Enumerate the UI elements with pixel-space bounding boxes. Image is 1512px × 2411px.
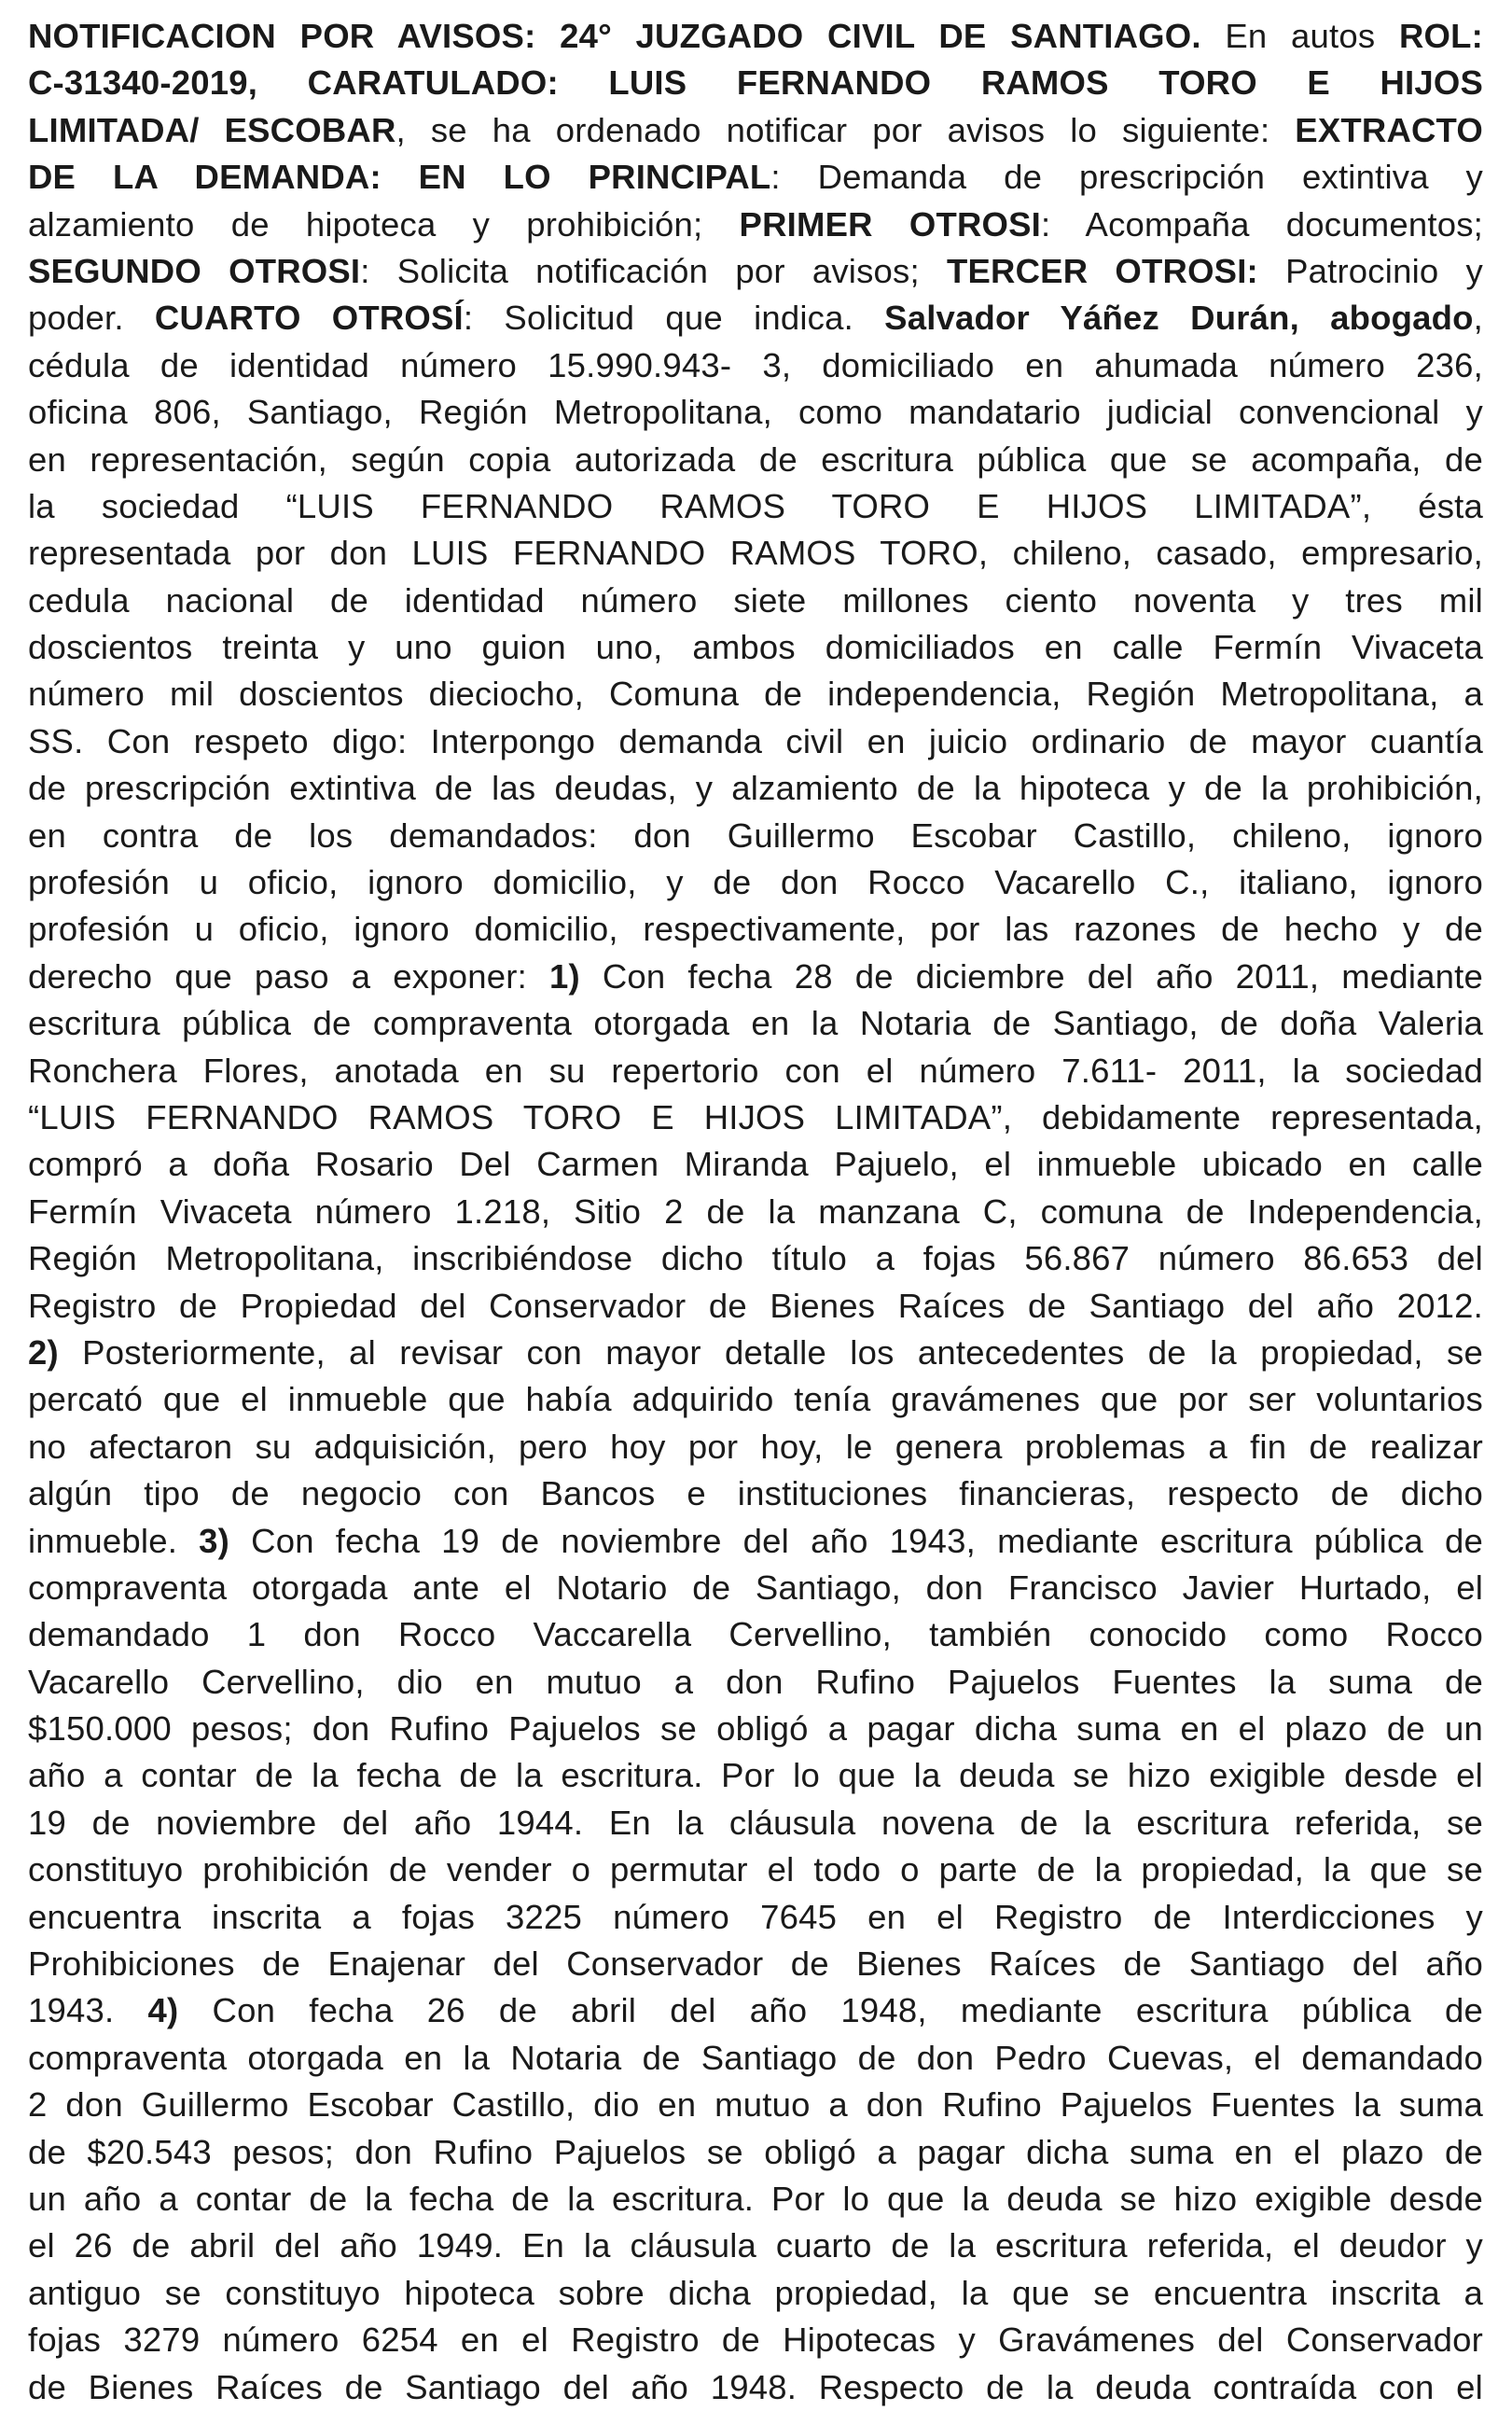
text-line: [28, 248, 1483, 295]
text-run: representada por don LUIS FERNANDO RAMOS TORO, chileno, casado, empresario,: [28, 534, 1483, 573]
bold-text-run: PRIMER OTROSI: [739, 204, 1042, 244]
text-run: cédula de identidad número 15.990.943- 3, domiciliado en ahumada número 236,: [28, 345, 1483, 384]
text-line: [28, 1048, 1483, 1094]
text-run: la sociedad “LUIS FERNANDO RAMOS TORO E HIJOS LIMITADA”, ésta: [28, 486, 1483, 525]
text-line: [28, 342, 1483, 389]
text-run: compró a doña Rosario Del Carmen Miranda Pajuelo, el inmueble ubicado en calle: [28, 1145, 1483, 1184]
text-run: profesión u oficio, ignoro domicilio, y de don Rocco Vacarello C., italiano, ignoro: [28, 863, 1483, 902]
text-run: Registro de Propiedad del Conservador de Bienes Raíces de Santiago del año 2012.: [28, 1286, 1483, 1325]
text-line: [28, 859, 1483, 906]
text-line: [28, 1941, 1483, 1987]
text-line: [28, 624, 1483, 671]
bold-text-run: C-31340-2019, CARATULADO: LUIS FERNANDO RAMOS TORO E HIJOS: [28, 63, 1483, 103]
text-run: Con fecha 19 de noviembre del año 1943, mediante escritura pública de: [229, 1521, 1483, 1560]
text-run: de $20.543 pesos; don Rufino Pajuelos se obligó a pagar dicha suma en el plazo de: [28, 2132, 1483, 2171]
text-run: Prohibiciones de Enajenar del Conservador de Bienes Raíces de Santiago del año: [28, 1944, 1483, 1984]
text-line: [28, 954, 1483, 1000]
notice-body-text: [28, 13, 1483, 2411]
text-run: demandado 1 don Rocco Vaccarella Cervellino, también conocido como Rocco: [28, 1615, 1483, 1654]
text-line: [28, 202, 1483, 248]
bold-text-run: EXTRACTO: [1295, 110, 1483, 149]
text-run: doscientos treinta y uno guion uno, ambos domiciliados en calle Fermín Vivaceta: [28, 628, 1483, 667]
bold-text-run: 2): [28, 1332, 59, 1372]
text-line: [28, 2035, 1483, 2082]
text-line: [28, 1611, 1483, 1658]
text-line: [28, 154, 1483, 201]
text-run: 1943.: [28, 1991, 148, 2030]
text-run: un año a contar de la fecha de la escritura. Por lo que la deuda se hizo exigible desde: [28, 2179, 1483, 2218]
text-run: Con fecha 28 de diciembre del año 2011, mediante: [579, 956, 1483, 996]
text-run: de prescripción extintiva de las deudas, y alzamiento de la hipoteca y de la prohibición,: [28, 769, 1483, 808]
text-run: encuentra inscrita a fojas 3225 número 7645 en el Registro de Interdicciones y: [28, 1897, 1483, 1936]
text-run: constituyo prohibición de vender o permutar el todo o parte de la propiedad, la que se: [28, 1850, 1483, 1889]
text-run: año a contar de la fecha de la escritura. Por lo que la deuda se hizo exigible desde el: [28, 1756, 1483, 1795]
text-line: [28, 1094, 1483, 1141]
text-line: [28, 389, 1483, 436]
text-run: : Solicitud que indica.: [463, 299, 885, 338]
text-run: SS. Con respeto digo: Interpongo demanda civil en juicio ordinario de mayor cuantía: [28, 721, 1483, 760]
text-line: [28, 1424, 1483, 1470]
text-line: [28, 2317, 1483, 2363]
text-run: en representación, según copia autorizada de escritura pública que se acompaña, de: [28, 439, 1483, 479]
text-line: [28, 483, 1483, 530]
text-run: escritura pública de compraventa otorgada en la Notaria de Santiago, de doña Valeria: [28, 1004, 1483, 1043]
text-run: fojas 3279 número 6254 en el Registro de Hipotecas y Gravámenes del Conservador: [28, 2320, 1483, 2360]
text-line: [28, 1894, 1483, 1941]
text-line: [28, 906, 1483, 953]
legal-notice-document: [28, 13, 1484, 2406]
text-run: antiguo se constituyo hipoteca sobre dicha propiedad, la que se encuentra inscrita a: [28, 2273, 1483, 2312]
bold-text-run: 4): [147, 1991, 179, 2030]
text-run: , se ha ordenado notificar por avisos lo siguiente:: [395, 110, 1296, 149]
text-line: [28, 813, 1483, 859]
text-line: [28, 1752, 1483, 1799]
text-run: Región Metropolitana, inscribiéndose dicho título a fojas 56.867 número 86.653 del: [28, 1239, 1483, 1278]
bold-text-run: CUARTO OTROSÍ: [154, 299, 464, 338]
text-line: [28, 295, 1483, 341]
text-run: cedula nacional de identidad número siete millones ciento noventa y tres mil: [28, 580, 1483, 620]
text-run: “LUIS FERNANDO RAMOS TORO E HIJOS LIMITADA”, debidamente representada,: [28, 1097, 1483, 1136]
text-line: [28, 1189, 1483, 1235]
text-run: Fermín Vivaceta número 1.218, Sitio 2 de la manzana C, comuna de Independencia,: [28, 1192, 1483, 1231]
bold-text-run: Salvador Yáñez Durán, abogado: [884, 299, 1474, 338]
text-run: compraventa otorgada ante el Notario de Santiago, don Francisco Javier Hurtado, el: [28, 1568, 1483, 1607]
text-run: alzamiento de hipoteca y prohibición;: [28, 204, 740, 244]
text-line: [28, 60, 1483, 106]
text-run: Vacarello Cervellino, dio en mutuo a don Rufino Pajuelos Fuentes la suma de: [28, 1662, 1483, 1701]
text-run: inmueble.: [28, 1521, 200, 1560]
text-run: oficina 806, Santiago, Región Metropolitana, como mandatario judicial convencional y: [28, 393, 1483, 432]
text-line: [28, 1987, 1483, 2034]
text-line: [28, 1376, 1483, 1423]
text-run: Posteriormente, al revisar con mayor detalle los antecedentes de la propiedad, se: [58, 1332, 1483, 1372]
text-line: [28, 1800, 1483, 1847]
bold-text-run: TERCER OTROSI:: [947, 251, 1258, 290]
text-line: [28, 1847, 1483, 1893]
text-line: [28, 765, 1483, 812]
bold-text-run: NOTIFICACION POR AVISOS: 24° JUZGADO CIVIL DE SANTIAGO.: [28, 17, 1201, 55]
text-run: En autos: [1200, 17, 1399, 55]
text-line: [28, 1141, 1483, 1188]
text-run: : Solicita notificación por avisos;: [360, 251, 947, 290]
text-run: Patrocinio y: [1257, 251, 1483, 290]
text-line: [28, 2223, 1483, 2269]
text-run: ,: [1473, 299, 1483, 338]
text-run: percató que el inmueble que había adquirido tenía gravámenes que por ser voluntarios: [28, 1380, 1483, 1419]
text-line: [28, 1235, 1483, 1282]
text-run: de Bienes Raíces de Santiago del año 1948. Respecto de la deuda contraída con el: [28, 2367, 1483, 2406]
text-line: [28, 530, 1483, 577]
text-line: [28, 718, 1483, 765]
text-run: profesión u oficio, ignoro domicilio, respectivamente, por las razones de hecho y de: [28, 910, 1483, 949]
text-run: derecho que paso a exponer:: [28, 956, 549, 996]
text-run: compraventa otorgada en la Notaria de Santiago de don Pedro Cuevas, el demandado: [28, 2038, 1483, 2077]
text-run: número mil doscientos dieciocho, Comuna de independencia, Región Metropolitana, a: [28, 675, 1483, 714]
text-run: 19 de noviembre del año 1944. En la cláusula novena de la escritura referida, se: [28, 1803, 1483, 1842]
text-line: [28, 1565, 1483, 1611]
text-line: [28, 1000, 1483, 1047]
text-line: [28, 13, 1483, 60]
text-run: poder.: [28, 299, 155, 338]
bold-text-run: 1): [548, 956, 580, 996]
text-line: [28, 1706, 1483, 1752]
text-line: [28, 2364, 1483, 2411]
text-line: [28, 1330, 1483, 1376]
text-line: [28, 1470, 1483, 1517]
text-line: [28, 437, 1483, 483]
bold-text-run: DE LA DEMANDA: EN LO PRINCIPAL: [28, 158, 771, 197]
bold-text-run: ROL:: [1398, 17, 1483, 55]
text-line: [28, 578, 1483, 624]
text-run: $150.000 pesos; don Rufino Pajuelos se obligó a pagar dicha suma en el plazo de un: [28, 1709, 1483, 1749]
text-run: Ronchera Flores, anotada en su repertorio con el número 7.611- 2011, la sociedad: [28, 1051, 1483, 1090]
text-run: algún tipo de negocio con Bancos e instituciones financieras, respecto de dicho: [28, 1474, 1483, 1513]
text-run: : Acompaña documentos;: [1041, 204, 1483, 244]
text-line: [28, 107, 1483, 154]
bold-text-run: 3): [199, 1521, 230, 1560]
text-run: : Demanda de prescripción extintiva y: [770, 158, 1484, 197]
text-run: 2 don Guillermo Escobar Castillo, dio en mutuo a don Rufino Pajuelos Fuentes la suma: [28, 2085, 1483, 2125]
text-run: en contra de los demandados: don Guillermo Escobar Castillo, chileno, ignoro: [28, 815, 1483, 855]
text-run: el 26 de abril del año 1949. En la cláusula cuarto de la escritura referida, el deudor y: [28, 2226, 1483, 2265]
text-line: [28, 1518, 1483, 1565]
text-line: [28, 671, 1483, 718]
text-line: [28, 2176, 1483, 2223]
text-run: Con fecha 26 de abril del año 1948, mediante escritura pública de: [178, 1991, 1483, 2030]
text-run: no afectaron su adquisición, pero hoy por hoy, le genera problemas a fin de realizar: [28, 1427, 1483, 1466]
text-line: [28, 1283, 1483, 1330]
bold-text-run: LIMITADA/ ESCOBAR: [28, 110, 396, 149]
bold-text-run: SEGUNDO OTROSI: [28, 251, 361, 290]
text-line: [28, 2082, 1483, 2128]
text-line: [28, 1659, 1483, 1706]
text-line: [28, 2129, 1483, 2176]
text-line: [28, 2270, 1483, 2317]
